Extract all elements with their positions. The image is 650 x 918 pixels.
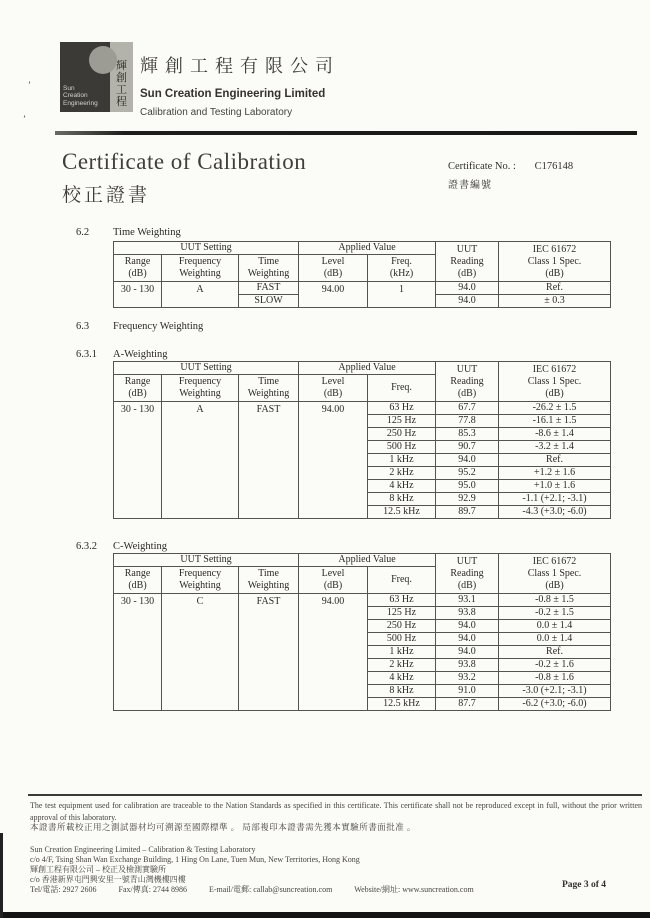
cell-uut-reading: 95.0	[436, 480, 499, 493]
header-frequency-weighting: Frequency Weighting	[162, 255, 239, 282]
header-iec-spec: IEC 61672 Class 1 Spec. (dB)	[499, 554, 611, 594]
cell-uut-reading: 89.7	[436, 506, 499, 519]
cell-time-weighting: FAST	[239, 402, 299, 519]
certificate-number	[448, 161, 573, 172]
cell-time-weighting: SLOW	[239, 295, 299, 308]
header-applied-value: Applied Value	[299, 242, 436, 255]
logo-english-text: Sun Creation Engineering	[63, 84, 98, 108]
cell-iec-spec: Ref.	[499, 646, 611, 659]
cell-applied-freq: 1 kHz	[368, 454, 436, 467]
cell-range: 30 - 130	[114, 282, 162, 308]
section-heading-6-3: 6.3 Frequency Weighting	[76, 321, 204, 332]
header-iec-spec: IEC 61672 Class 1 Spec. (dB)	[499, 362, 611, 402]
certificate-number-label: Certificate No. :	[448, 161, 516, 172]
header-time-weighting: Time Weighting	[239, 567, 299, 594]
header-divider	[55, 131, 637, 135]
cell-applied-freq: 250 Hz	[368, 620, 436, 633]
cell-uut-reading: 95.2	[436, 467, 499, 480]
cell-applied-freq: 12.5 kHz	[368, 698, 436, 711]
cell-iec-spec: 0.0 ± 1.4	[499, 633, 611, 646]
cell-applied-freq: 8 kHz	[368, 685, 436, 698]
cell-iec-spec: -8.6 ± 1.4	[499, 428, 611, 441]
cell-applied-freq: 1 kHz	[368, 646, 436, 659]
cell-iec-spec: -0.8 ± 1.6	[499, 672, 611, 685]
header-range: Range (dB)	[114, 375, 162, 402]
cell-uut-reading: 93.2	[436, 672, 499, 685]
cell-uut-reading: 94.0	[436, 646, 499, 659]
cell-uut-reading: 87.7	[436, 698, 499, 711]
company-logo	[60, 42, 133, 112]
cell-uut-reading: 93.8	[436, 659, 499, 672]
company-name-english: Sun Creation Engineering Limited	[140, 88, 326, 100]
cell-uut-reading: 94.0	[436, 282, 499, 295]
cell-uut-reading: 91.0	[436, 685, 499, 698]
cell-applied-freq: 500 Hz	[368, 633, 436, 646]
header-time-weighting: Time Weighting	[239, 255, 299, 282]
telephone: Tel/電話: 2927 2606	[30, 885, 97, 894]
cell-level: 94.00	[299, 282, 368, 308]
document-title-chinese: 校正證書	[62, 185, 151, 206]
header-level: Level (dB)	[299, 255, 368, 282]
cell-uut-reading: 94.0	[436, 454, 499, 467]
cell-applied-freq: 4 kHz	[368, 672, 436, 685]
time-weighting-table	[113, 241, 611, 308]
company-name-chinese: 輝創工程有限公司	[140, 56, 340, 76]
logo-dark-panel	[60, 42, 110, 112]
email: E-mail/電郵: callab@suncreation.com	[209, 885, 333, 894]
logo-chinese-strip: 輝 創 工 程	[110, 42, 133, 112]
cell-range: 30 - 130	[114, 594, 162, 711]
cell-frequency-weighting: C	[162, 594, 239, 711]
cell-iec-spec: -3.2 ± 1.4	[499, 441, 611, 454]
cell-iec-spec: -6.2 (+3.0; -6.0)	[499, 698, 611, 711]
header-time-weighting: Time Weighting	[239, 375, 299, 402]
header-iec-spec: IEC 61672 Class 1 Spec. (dB)	[499, 242, 611, 282]
c-weighting-table	[113, 553, 611, 711]
cell-applied-freq: 250 Hz	[368, 428, 436, 441]
a-weighting-table	[113, 361, 611, 519]
header-frequency-weighting: Frequency Weighting	[162, 567, 239, 594]
website: Website/網址: www.suncreation.com	[354, 885, 474, 894]
header-applied-value: Applied Value	[299, 554, 436, 567]
header-frequency-weighting: Frequency Weighting	[162, 375, 239, 402]
header-applied-value: Applied Value	[299, 362, 436, 375]
cell-applied-freq: 12.5 kHz	[368, 506, 436, 519]
footer-divider	[28, 794, 642, 796]
scan-artifact-left-edge	[0, 833, 3, 918]
cell-iec-spec: -16.1 ± 1.5	[499, 415, 611, 428]
cell-uut-reading: 67.7	[436, 402, 499, 415]
footer-address-chinese: c/o 香港新界屯門興安里一號青山灣機樓四樓	[30, 875, 186, 884]
scan-artifact-mark: ’	[28, 80, 31, 90]
cell-uut-reading: 85.3	[436, 428, 499, 441]
certificate-number-value: C176148	[534, 161, 574, 172]
cell-uut-reading: 94.0	[436, 295, 499, 308]
section-heading-6-2: 6.2 Time Weighting	[76, 227, 181, 238]
cell-applied-freq: 63 Hz	[368, 402, 436, 415]
cell-applied-freq: 1	[368, 282, 436, 308]
header-range: Range (dB)	[114, 255, 162, 282]
cell-iec-spec: -0.8 ± 1.5	[499, 594, 611, 607]
page-number: Page 3 of 4	[562, 880, 607, 890]
header-freq: Freq.	[368, 567, 436, 594]
header-uut-setting: UUT Setting	[114, 554, 299, 567]
cell-iec-spec: -0.2 ± 1.6	[499, 659, 611, 672]
header-uut-reading: UUT Reading (dB)	[436, 554, 499, 594]
logo-sun-circle-icon	[89, 46, 117, 74]
cell-iec-spec: Ref.	[499, 454, 611, 467]
scan-artifact-bottom-edge	[0, 912, 650, 918]
cell-uut-reading: 94.0	[436, 633, 499, 646]
header-freq: Freq. (kHz)	[368, 255, 436, 282]
certificate-number-label-chinese: 證書編號	[448, 180, 492, 191]
cell-iec-spec: +1.0 ± 1.6	[499, 480, 611, 493]
cell-frequency-weighting: A	[162, 402, 239, 519]
cell-uut-reading: 93.1	[436, 594, 499, 607]
footer-address-block	[30, 845, 494, 895]
cell-applied-freq: 8 kHz	[368, 493, 436, 506]
cell-applied-freq: 500 Hz	[368, 441, 436, 454]
cell-iec-spec: -0.2 ± 1.5	[499, 607, 611, 620]
header-uut-setting: UUT Setting	[114, 242, 299, 255]
section-heading-6-3-1: 6.3.1 A-Weighting	[76, 349, 168, 360]
header-freq: Freq.	[368, 375, 436, 402]
footer-contact-line	[30, 885, 494, 895]
cell-level: 94.00	[299, 402, 368, 519]
cell-applied-freq: 2 kHz	[368, 467, 436, 480]
cell-uut-reading: 90.7	[436, 441, 499, 454]
header-uut-reading: UUT Reading (dB)	[436, 242, 499, 282]
cell-iec-spec: ± 0.3	[499, 295, 611, 308]
cell-time-weighting: FAST	[239, 282, 299, 295]
cell-time-weighting: FAST	[239, 594, 299, 711]
cell-frequency-weighting: A	[162, 282, 239, 308]
cell-iec-spec: -3.0 (+2.1; -3.1)	[499, 685, 611, 698]
cell-uut-reading: 92.9	[436, 493, 499, 506]
cell-applied-freq: 63 Hz	[368, 594, 436, 607]
section-heading-6-3-2: 6.3.2 C-Weighting	[76, 541, 167, 552]
header-range: Range (dB)	[114, 567, 162, 594]
header-level: Level (dB)	[299, 375, 368, 402]
footer-company-english: Sun Creation Engineering Limited – Calibration & Testing Laboratory	[30, 845, 256, 854]
cell-range: 30 - 130	[114, 402, 162, 519]
cell-iec-spec: Ref.	[499, 282, 611, 295]
cell-applied-freq: 2 kHz	[368, 659, 436, 672]
cell-applied-freq: 125 Hz	[368, 607, 436, 620]
document-title: Certificate of Calibration	[62, 149, 307, 174]
header-level: Level (dB)	[299, 567, 368, 594]
cell-iec-spec: -1.1 (+2.1; -3.1)	[499, 493, 611, 506]
footer-address-english: c/o 4/F, Tsing Shan Wan Exchange Building, 1 Hing On Lane, Tuen Mun, New Territories, Hong Kong	[30, 855, 360, 864]
fax: Fax/傳真: 2744 8986	[118, 885, 187, 894]
cell-uut-reading: 94.0	[436, 620, 499, 633]
disclaimer-english: The test equipment used for calibration are traceable to the Nation Standards as specified in this certificate. This certificate shall not be reproduced except in full, without the prior written approval of this laboratory.	[30, 801, 642, 822]
cell-applied-freq: 4 kHz	[368, 480, 436, 493]
cell-uut-reading: 93.8	[436, 607, 499, 620]
footer-company-chinese: 輝創工程有限公司 – 校正及檢測實驗所	[30, 865, 166, 874]
disclaimer-chinese: 本證書所載校正用之測試器材均可溯源至國際標準 。 局部複印本證書需先獲本實驗所書面批准 。	[30, 822, 416, 832]
cell-iec-spec: -4.3 (+3.0; -6.0)	[499, 506, 611, 519]
cell-iec-spec: +1.2 ± 1.6	[499, 467, 611, 480]
cell-level: 94.00	[299, 594, 368, 711]
header-uut-reading: UUT Reading (dB)	[436, 362, 499, 402]
cell-applied-freq: 125 Hz	[368, 415, 436, 428]
header-uut-setting: UUT Setting	[114, 362, 299, 375]
laboratory-subtitle: Calibration and Testing Laboratory	[140, 107, 293, 118]
cell-iec-spec: 0.0 ± 1.4	[499, 620, 611, 633]
cell-iec-spec: -26.2 ± 1.5	[499, 402, 611, 415]
scan-artifact-mark: ’	[23, 114, 26, 124]
cell-uut-reading: 77.8	[436, 415, 499, 428]
